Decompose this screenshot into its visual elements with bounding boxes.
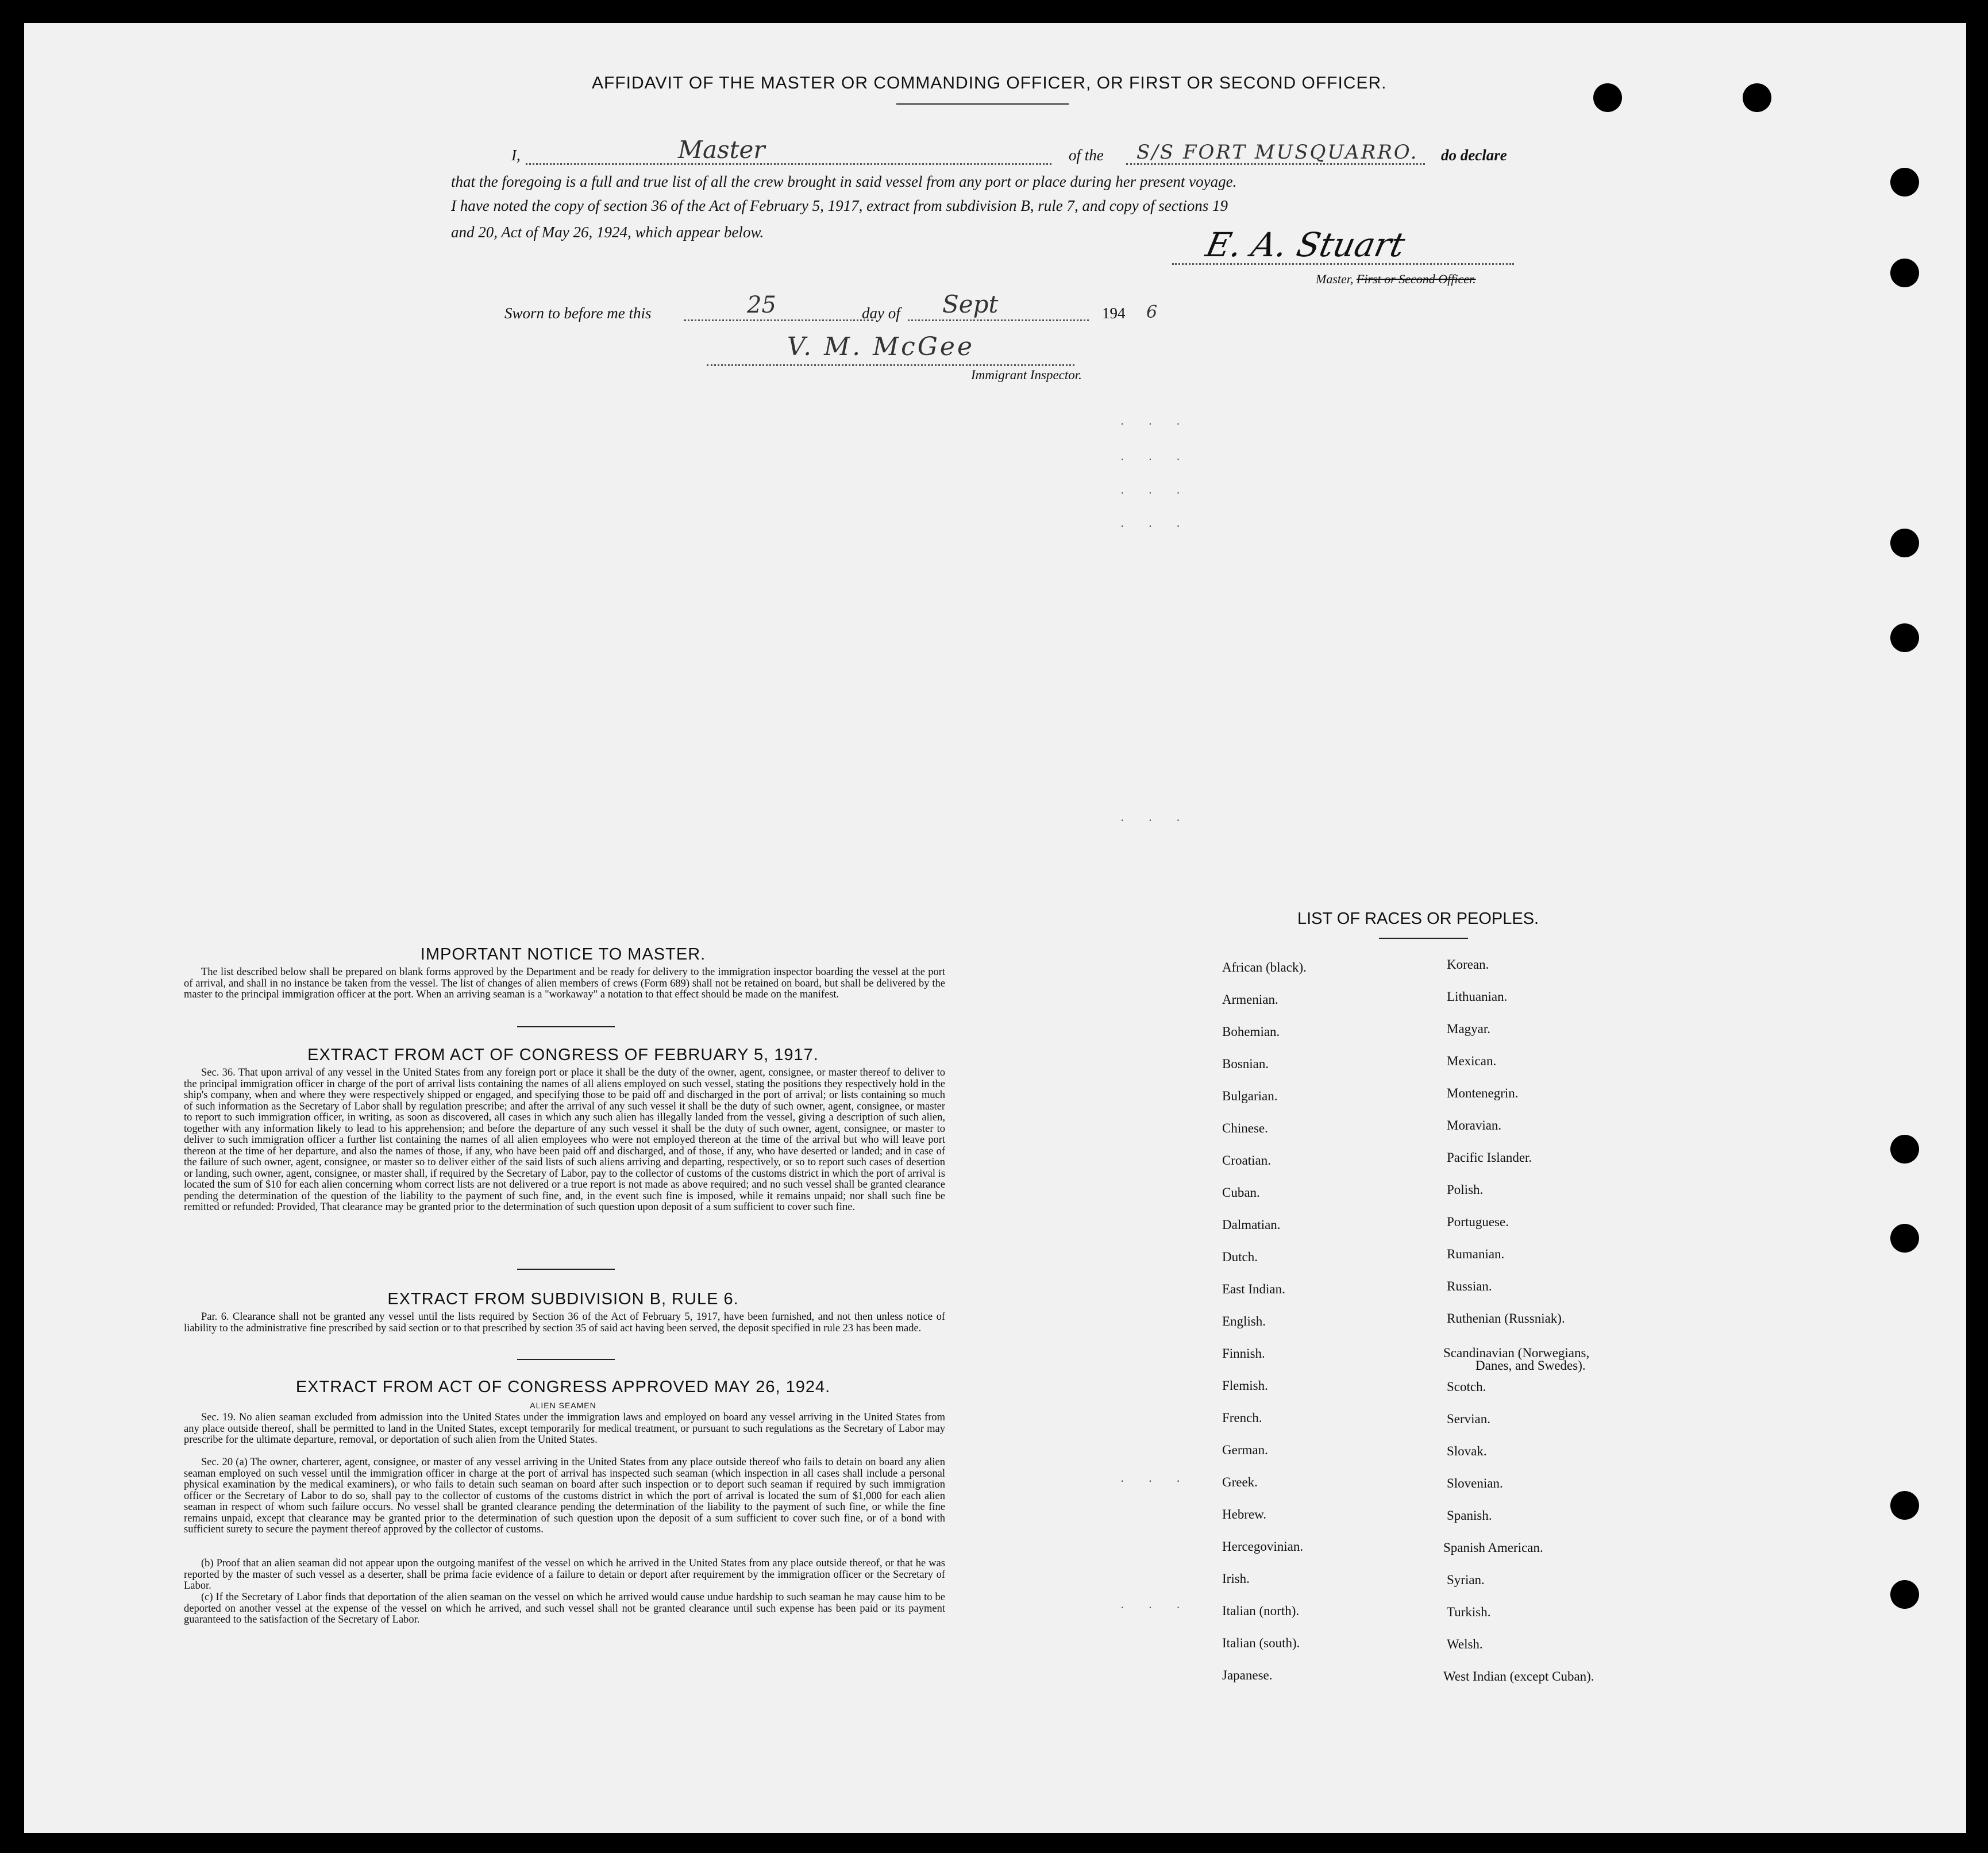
inspector-signature-line — [707, 364, 1074, 366]
vessel-handwritten: S/S FORT MUSQUARRO. — [1136, 141, 1419, 164]
rank-field-line — [526, 163, 1051, 165]
day-handwritten: 25 — [747, 292, 776, 318]
race-item: Spanish American. — [1443, 1540, 1543, 1555]
extract-1924-sec20c: (c) If the Secretary of Labor finds that deportation of the alien seaman on the vessel on which he arrived would cause undue hardship to such seaman he may cause him to be deported on another vessel at the expense of the vessel on which he arrived, and such vessel shall not be granted clearance until such expense has been paid or its payment guaranteed to the satisfaction of the Secretary of Labor. — [184, 1592, 945, 1625]
signature-caption-struck: First or Second Officer. — [1356, 272, 1476, 286]
punch-hole — [1890, 1580, 1919, 1609]
race-item: Magyar. — [1447, 1022, 1491, 1036]
affidavit-do-declare: do declare — [1441, 147, 1507, 164]
race-item: Korean. — [1447, 957, 1489, 972]
affidavit-line-3: I have noted the copy of section 36 of the Act of February 5, 1917, extract from subdivision B, rule 7, and copy of sections 19 — [451, 197, 1228, 214]
punch-hole — [1890, 1491, 1919, 1520]
race-item: Lithuanian. — [1447, 989, 1508, 1004]
race-item: Turkish. — [1447, 1605, 1491, 1619]
inspector-signature: V. M. McGee — [787, 332, 975, 361]
year-prefix: 194 — [1102, 305, 1126, 322]
inspector-caption: Immigrant Inspector. — [971, 368, 1082, 382]
race-item: Rumanian. — [1447, 1247, 1505, 1261]
day-field-line — [684, 319, 873, 321]
race-item: Japanese. — [1222, 1668, 1273, 1682]
punch-hole — [1890, 1135, 1919, 1164]
race-item-continuation: Danes, and Swedes). — [1475, 1358, 1586, 1373]
race-item: Croatian. — [1222, 1153, 1271, 1168]
race-item: East Indian. — [1222, 1282, 1285, 1296]
month-field-line — [908, 319, 1089, 321]
punch-hole — [1890, 529, 1919, 557]
race-item: Polish. — [1447, 1182, 1484, 1197]
race-item: Italian (south). — [1222, 1636, 1300, 1650]
race-item: Irish. — [1222, 1571, 1250, 1586]
race-item: Dutch. — [1222, 1250, 1258, 1264]
race-item: Moravian. — [1447, 1118, 1502, 1132]
races-right-column — [1443, 957, 1746, 1693]
punch-hole — [1890, 259, 1919, 287]
extract-1924-sec20b: (b) Proof that an alien seaman did not appear upon the outgoing manifest of the vessel on which he arrived in the United States from any place outside thereof, or that he was reported by the master of such vessel as a deserter, shall be prima facie evidence of a failure to detain or deport after requirement by the immigration officer or the Secretary of Labor. — [184, 1558, 945, 1592]
divider — [517, 1269, 615, 1270]
race-item: Finnish. — [1222, 1346, 1265, 1361]
race-item: Slovenian. — [1447, 1476, 1503, 1490]
race-item: Greek. — [1222, 1475, 1258, 1489]
extract-1924-title: EXTRACT FROM ACT OF CONGRESS APPROVED MAY 26, 1924. — [295, 1378, 831, 1396]
races-left-column — [1222, 960, 1463, 1696]
signature-caption — [1316, 272, 1476, 287]
extract-1917-body: Sec. 36. That upon arrival of any vessel in the United States from any foreign port or place it shall be the duty of the owner, agent, consignee, or master thereof to deliver to the principal immigration officer in charge of the port of arrival lists containing the names of all aliens employed on such vessel, stating the positions they respectively hold in the ship's company, when and where they were respectively shipped or engaged, and specifying those to be paid off and discharged in the port of arrival; or lists containing so much of such information as the Secretary of Labor shall by regulation prescribe; and after the arrival of any such vessel it shall be the duty of such owner, agent, consignee, or master to report to such immigration officer, in writing, as soon as discovered, all cases in which any such alien has illegally landed from the vessel, giving a description of such alien, together with any information likely to lead to his apprehension; and before the departure of any such vessel it shall be the duty of such owner, agent, consignee, or master to deliver to such immigration officer a further list containing the names of all alien employees who were not employed thereon at the time of the arrival but who will leave port thereon at the time of her departure, and also the names of those, if any, who have been paid off and discharged, and of those, if any, who have deserted or landed; and in case of the failure of such owner, agent, consignee, or master so to deliver either of the said lists of such aliens arriving and departing, respectively, or so to report such cases of desertion or landing, such owner, agent, consignee, or master shall, if required by the Secretary of Labor, pay to the collector of customs of the customs district in which the port of arrival is located the sum of $10 for each alien concerning whom correct lists are not delivered or a true report is not made as above required; and no such vessel shall be granted clearance pending the determination of the question of the liability to the payment of such fine, and, in the event such fine is imposed, while it remains unpaid; nor shall such fine be remitted or refunded: Provided, That clearance may be granted prior to the determination of such question upon deposit of a sum sufficient to cover such fine. — [184, 1067, 945, 1213]
race-item: Italian (north). — [1222, 1604, 1300, 1618]
year-suffix-handwritten: 6 — [1146, 302, 1158, 322]
race-item: Slovak. — [1447, 1444, 1487, 1458]
race-item: German. — [1222, 1443, 1268, 1457]
manifest-row-dots: . . . . . . . . . . . . . . . . . . . . . — [1120, 414, 1191, 1611]
race-item: Bohemian. — [1222, 1024, 1280, 1039]
punch-hole — [1890, 623, 1919, 652]
race-item: Hebrew. — [1222, 1507, 1267, 1521]
title-underline — [896, 103, 1069, 105]
extract-1924-subtitle: ALIEN SEAMEN — [530, 1401, 596, 1410]
rank-handwritten: Master — [678, 136, 765, 164]
extract-rule6-body: Par. 6. Clearance shall not be granted any vessel until the lists required by Section 36 of the Act of February 5, 1917, have been furnished, and not then unless notice of liability to the administrative fine prescribed by said section or to that prescribed by section 35 of said act having been served, the deposit specified in rule 23 has been made. — [184, 1311, 945, 1334]
race-item: Syrian. — [1447, 1573, 1485, 1587]
signature-caption-master: Master, — [1316, 272, 1354, 286]
race-item: Cuban. — [1222, 1185, 1260, 1200]
extract-1924-sec20a: Sec. 20 (a) The owner, charterer, agent, consignee, or master of any vessel arriving in the United States from any place outside thereof who fails to detain on board any alien seaman employed on such vessel until the immigration officer in charge at the port of arrival has inspected such seaman (which inspection in all cases shall include a personal physical examination by the medical examiners), or who fails to detain such seaman on board after such inspection or to deport such seaman if required by such immigration officer or the Secretary of Labor to do so, shall pay to the collector of customs of the customs district in which the port of arrival is located the sum of $1,000 for each alien seaman in respect of whom such failure occurs. No vessel shall be granted clearance pending the determination of the liability to the payment of such fine, or while the fine remains unpaid, except that clearance may be granted prior to the determination of such question upon the deposit of a sum sufficient to cover such fine, or of a bond with sufficient surety to secure the payment thereof approved by the collector of customs. — [184, 1457, 945, 1535]
notice-body: The list described below shall be prepared on blank forms approved by the Department and be ready for delivery to the immigration inspector boarding the vessel at the port of arrival, and shall in no instance be taken from the vessel. The list of changes of alien members of crews (Form 689) shall not be retained on board, but shall be delivered by the master to the principal immigration officer at the port. When an arriving seaman is a "workaway" a notation to that effect should be made on the manifest. — [184, 966, 945, 1000]
race-item: Mexican. — [1447, 1054, 1497, 1068]
punch-hole — [1593, 83, 1622, 112]
race-item: African (black). — [1222, 960, 1307, 974]
divider — [517, 1359, 615, 1360]
extract-1924-sec19: Sec. 19. No alien seaman excluded from admission into the United States under the immigration laws and employed on board any vessel arriving in the United States from any place outside thereof, shall be permitted to land in the United States, except temporarily for medical treatment, or pursuant to such regulations as the Secretary of Labor may prescribe for the ultimate departure, removal, or deportation of such alien from the United States. — [184, 1412, 945, 1446]
race-item: Ruthenian (Russniak). — [1447, 1311, 1565, 1326]
affidavit-i-label: I, — [511, 147, 521, 164]
affidavit-of-the: of the — [1069, 147, 1104, 164]
race-item: Portuguese. — [1447, 1215, 1509, 1229]
race-item: Russian. — [1447, 1279, 1492, 1293]
day-of-label: day of — [862, 305, 900, 322]
race-item: Pacific Islander. — [1447, 1150, 1532, 1165]
race-item: Bosnian. — [1222, 1057, 1269, 1071]
divider — [517, 1026, 615, 1027]
extract-1917-title: EXTRACT FROM ACT OF CONGRESS OF FEBRUARY 5, 1917. — [307, 1046, 819, 1064]
race-item: Servian. — [1447, 1412, 1491, 1426]
race-item: Montenegrin. — [1447, 1086, 1519, 1100]
races-title: LIST OF RACES OR PEOPLES. — [1297, 910, 1539, 928]
month-handwritten: Sept — [942, 290, 999, 318]
race-item: English. — [1222, 1314, 1266, 1328]
race-item: Bulgarian. — [1222, 1089, 1278, 1103]
race-item: West Indian (except Cuban). — [1443, 1669, 1594, 1684]
race-item: Flemish. — [1222, 1378, 1268, 1393]
affidavit-title: AFFIDAVIT OF THE MASTER OR COMMANDING OFFICER, OR FIRST OR SECOND OFFICER. — [592, 74, 1387, 93]
race-item: Hercegovinian. — [1222, 1539, 1304, 1554]
notice-title: IMPORTANT NOTICE TO MASTER. — [420, 945, 706, 964]
sworn-label: Sworn to before me this — [504, 305, 652, 322]
race-item: Scotch. — [1447, 1380, 1486, 1394]
punch-hole — [1890, 1224, 1919, 1253]
race-item: Dalmatian. — [1222, 1218, 1281, 1232]
extract-rule6-title: EXTRACT FROM SUBDIVISION B, RULE 6. — [387, 1290, 739, 1308]
master-signature: E. A. Stuart — [1202, 225, 1409, 264]
race-item: Chinese. — [1222, 1121, 1268, 1135]
race-item: Welsh. — [1447, 1637, 1483, 1651]
race-item: Scandinavian (Norwegians, — [1443, 1346, 1590, 1360]
races-title-underline — [1379, 938, 1468, 939]
race-item: French. — [1222, 1411, 1262, 1425]
race-item: Armenian. — [1222, 992, 1278, 1007]
punch-hole — [1743, 83, 1771, 112]
affidavit-line-4: and 20, Act of May 26, 1924, which appear below. — [451, 224, 764, 241]
race-item: Spanish. — [1447, 1508, 1492, 1523]
punch-hole — [1890, 168, 1919, 197]
affidavit-line-2: that the foregoing is a full and true list of all the crew brought in said vessel from any port or place during her present voyage. — [451, 173, 1237, 190]
